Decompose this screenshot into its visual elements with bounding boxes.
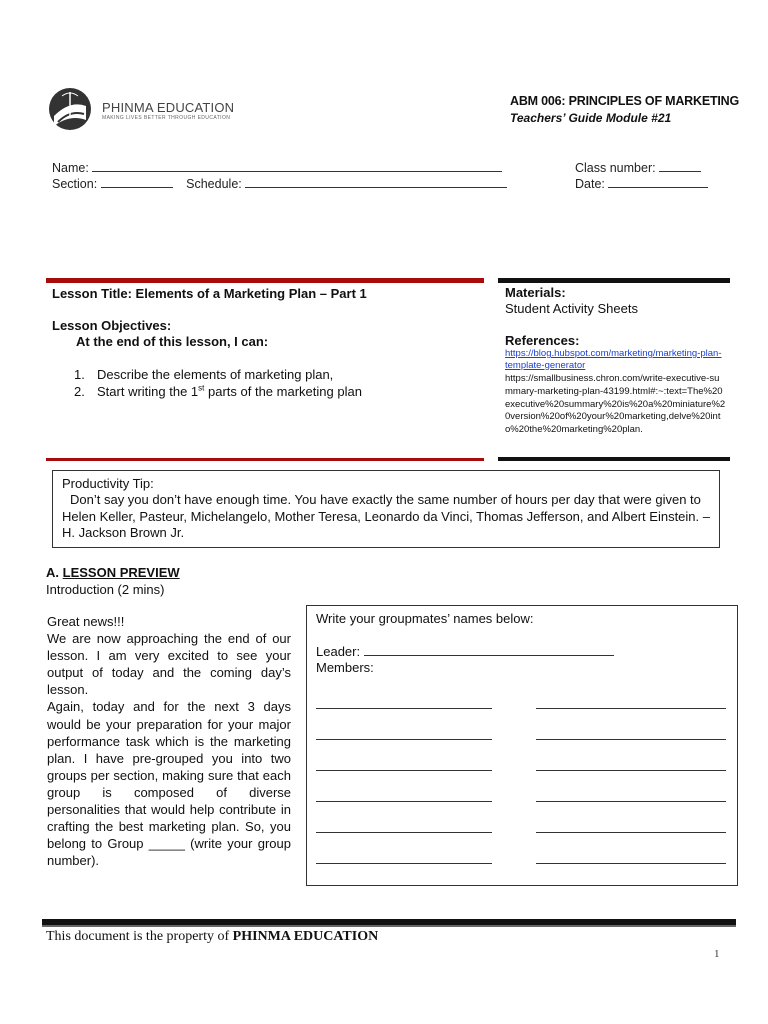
footer-text [46, 929, 378, 945]
member-field[interactable] [316, 801, 492, 802]
lesson-top-rule [46, 278, 484, 283]
productivity-tip-body: Don’t say you don’t have enough time. You have exactly the same number of hours per day that were given to Helen Keller, Pasteur, Michelangelo, Mother Teresa, Leonardo da Vinci, Thomas Jefferson, and Albert Einstein. – H. Jackson Brown Jr. [62, 492, 710, 540]
logo-name: PHINMA EDUCATION [102, 100, 235, 115]
module-title: Teachers’ Guide Module #21 [510, 111, 672, 125]
leader-field[interactable] [364, 644, 614, 656]
member-field[interactable] [316, 739, 492, 740]
lesson-title: Lesson Title: Elements of a Marketing Plan – Part 1 [52, 286, 367, 301]
member-field[interactable] [316, 832, 492, 833]
name-label: Name: [52, 161, 89, 175]
name-row [52, 160, 502, 175]
materials-bottom-rule [498, 457, 730, 461]
objectives-heading: Lesson Objectives: [52, 318, 172, 333]
references-heading: References: [505, 333, 580, 348]
reference-link-hubspot[interactable]: https://blog.hubspot.com/marketing/marketing-plan-template-generator [505, 348, 722, 371]
lesson-preview-heading [46, 565, 180, 580]
date-row [575, 176, 708, 191]
objective-text-end: parts of the marketing plan [204, 384, 362, 399]
section-label: Section: [52, 177, 98, 191]
member-field[interactable] [536, 832, 726, 833]
page-number: 1 [714, 948, 720, 960]
objectives-intro: At the end of this lesson, I can: [76, 334, 269, 349]
member-field[interactable] [316, 708, 492, 709]
lesson-bottom-rule [46, 458, 484, 461]
course-title: ABM 006: PRINCIPLES OF MARKETING [510, 94, 740, 108]
class-number-label: Class number: [575, 161, 656, 175]
member-field[interactable] [536, 770, 726, 771]
objective-superscript: st [198, 383, 205, 393]
reference-url-chron: https://smallbusiness.chron.com/write-executive-summary-marketing-plan-43199.html#:~:text=The%20executive%20summary%20is%20a%20miniature%20version%20of%20your%20marketing,delve%20into%20the%20marketing%20plan. [505, 373, 726, 436]
section-row [52, 176, 507, 191]
objective-item [74, 383, 362, 400]
section-title: LESSON PREVIEW [62, 565, 180, 580]
objectives-list [74, 366, 362, 400]
objective-text: Describe the elements of marketing plan, [97, 367, 334, 382]
preview-paragraph: Again, today and for the next 3 days would be your preparation for your major performance task which is the marketing plan. I have pre-grouped you into two groups per section, making sure that each group is composed of diverse personalities that would help contribute in crafting the best marketing plan. So, you belong to Group _____ (write your group number). [47, 699, 291, 869]
objective-item [74, 366, 362, 383]
members-label: Members: [316, 660, 374, 675]
schedule-field[interactable] [245, 176, 507, 188]
member-field[interactable] [536, 708, 726, 709]
member-field[interactable] [536, 863, 726, 864]
preview-body [47, 613, 291, 869]
class-number-row [575, 160, 701, 175]
objective-text: Start writing the 1 [97, 384, 199, 399]
footer-org: PHINMA EDUCATION [232, 929, 379, 944]
section-prefix: A. [46, 565, 59, 580]
member-field[interactable] [536, 739, 726, 740]
leader-label: Leader: [316, 644, 361, 659]
materials-heading: Materials: [505, 285, 566, 300]
schedule-label: Schedule: [186, 177, 242, 191]
member-field[interactable] [536, 801, 726, 802]
class-number-field[interactable] [659, 160, 701, 172]
name-field[interactable] [92, 160, 502, 172]
materials-top-rule [498, 278, 730, 283]
member-field[interactable] [316, 863, 492, 864]
footer-rule-thin [42, 925, 736, 927]
objective-number: 2. [74, 384, 85, 399]
materials-value: Student Activity Sheets [505, 301, 638, 316]
logo-tagline: MAKING LIVES BETTER THROUGH EDUCATION [102, 115, 231, 121]
date-label: Date: [575, 177, 605, 191]
objective-number: 1. [74, 367, 85, 382]
member-field[interactable] [316, 770, 492, 771]
productivity-tip-heading: Productivity Tip: [62, 476, 154, 491]
date-field[interactable] [608, 176, 708, 188]
preview-paragraph: Great news!!! [47, 614, 125, 629]
footer-prefix: This document is the property of [46, 929, 233, 944]
preview-paragraph: We are now approaching the end of our lesson. I am very excited to see your output of today and the coming day’s lesson. [47, 631, 291, 698]
introduction-label: Introduction (2 mins) [46, 582, 165, 597]
leader-row [316, 644, 614, 659]
groupmates-heading: Write your groupmates’ names below: [316, 611, 534, 626]
section-field[interactable] [101, 176, 173, 188]
